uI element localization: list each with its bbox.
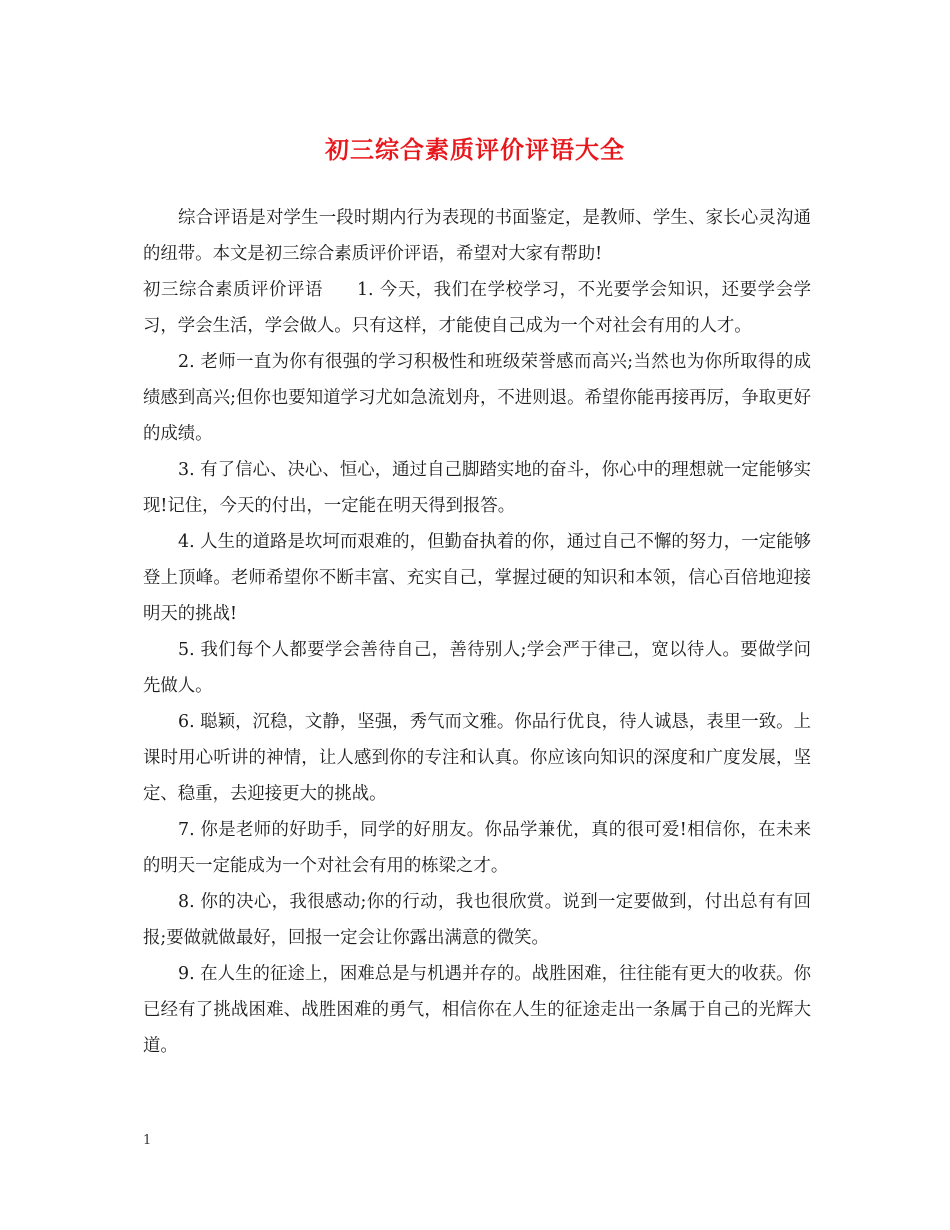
list-item: 8. 你的决心，我很感动;你的行动，我也很欣赏。说到一定要做到，付出总有有回报;要做就做最好，回报一定会让你露出满意的微笑。 (143, 892, 811, 948)
document-title: 初三综合素质评价评语大全 (325, 135, 625, 164)
list-item: 5. 我们每个人都要学会善待自己，善待别人;学会严于律己，宽以待人。要做学问先做人。 (143, 640, 811, 696)
document-body (143, 200, 811, 1064)
first-item-paragraph (143, 272, 811, 344)
page-number: 1 (143, 1133, 152, 1148)
intro-paragraph: 综合评语是对学生一段时期内行为表现的书面鉴定，是教师、学生、家长心灵沟通的纽带。本文是初三综合素质评价评语，希望对大家有帮助! (143, 208, 811, 264)
list-item: 2. 老师一直为你有很强的学习积极性和班级荣誉感而高兴;当然也为你所取得的成绩感到高兴;但你也要知道学习尤如急流划舟，不进则退。希望你能再接再厉，争取更好的成绩。 (143, 352, 811, 444)
list-item: 3. 有了信心、决心、恒心，通过自己脚踏实地的奋斗，你心中的理想就一定能够实现!记住，今天的付出，一定能在明天得到报答。 (143, 460, 811, 516)
list-item: 1. 今天，我们在学校学习，不光要学会知识，还要学会学习，学会生活，学会做人。只有这样，才能使自己成为一个对社会有用的人才。 (143, 280, 811, 336)
list-item: 7. 你是老师的好助手，同学的好朋友。你品学兼优，真的很可爱!相信你，在未来的明天一定能成为一个对社会有用的栋梁之才。 (143, 820, 811, 876)
section-heading: 初三综合素质评价评语 (143, 280, 323, 300)
list-item: 6. 聪颖，沉稳，文静，坚强，秀气而文雅。你品行优良，待人诚恳，表里一致。上课时用心听讲的神情，让人感到你的专注和认真。你应该向知识的深度和广度发展，坚定、稳重，去迎接更大的挑战。 (143, 712, 811, 804)
list-item: 9. 在人生的征途上，困难总是与机遇并存的。战胜困难，往往能有更大的收获。你已经有了挑战困难、战胜困难的勇气，相信你在人生的征途走出一条属于自己的光辉大道。 (143, 964, 811, 1056)
list-item: 4. 人生的道路是坎坷而艰难的，但勤奋执着的你，通过自己不懈的努力，一定能够登上顶峰。老师希望你不断丰富、充实自己，掌握过硬的知识和本领，信心百倍地迎接明天的挑战! (143, 532, 811, 624)
